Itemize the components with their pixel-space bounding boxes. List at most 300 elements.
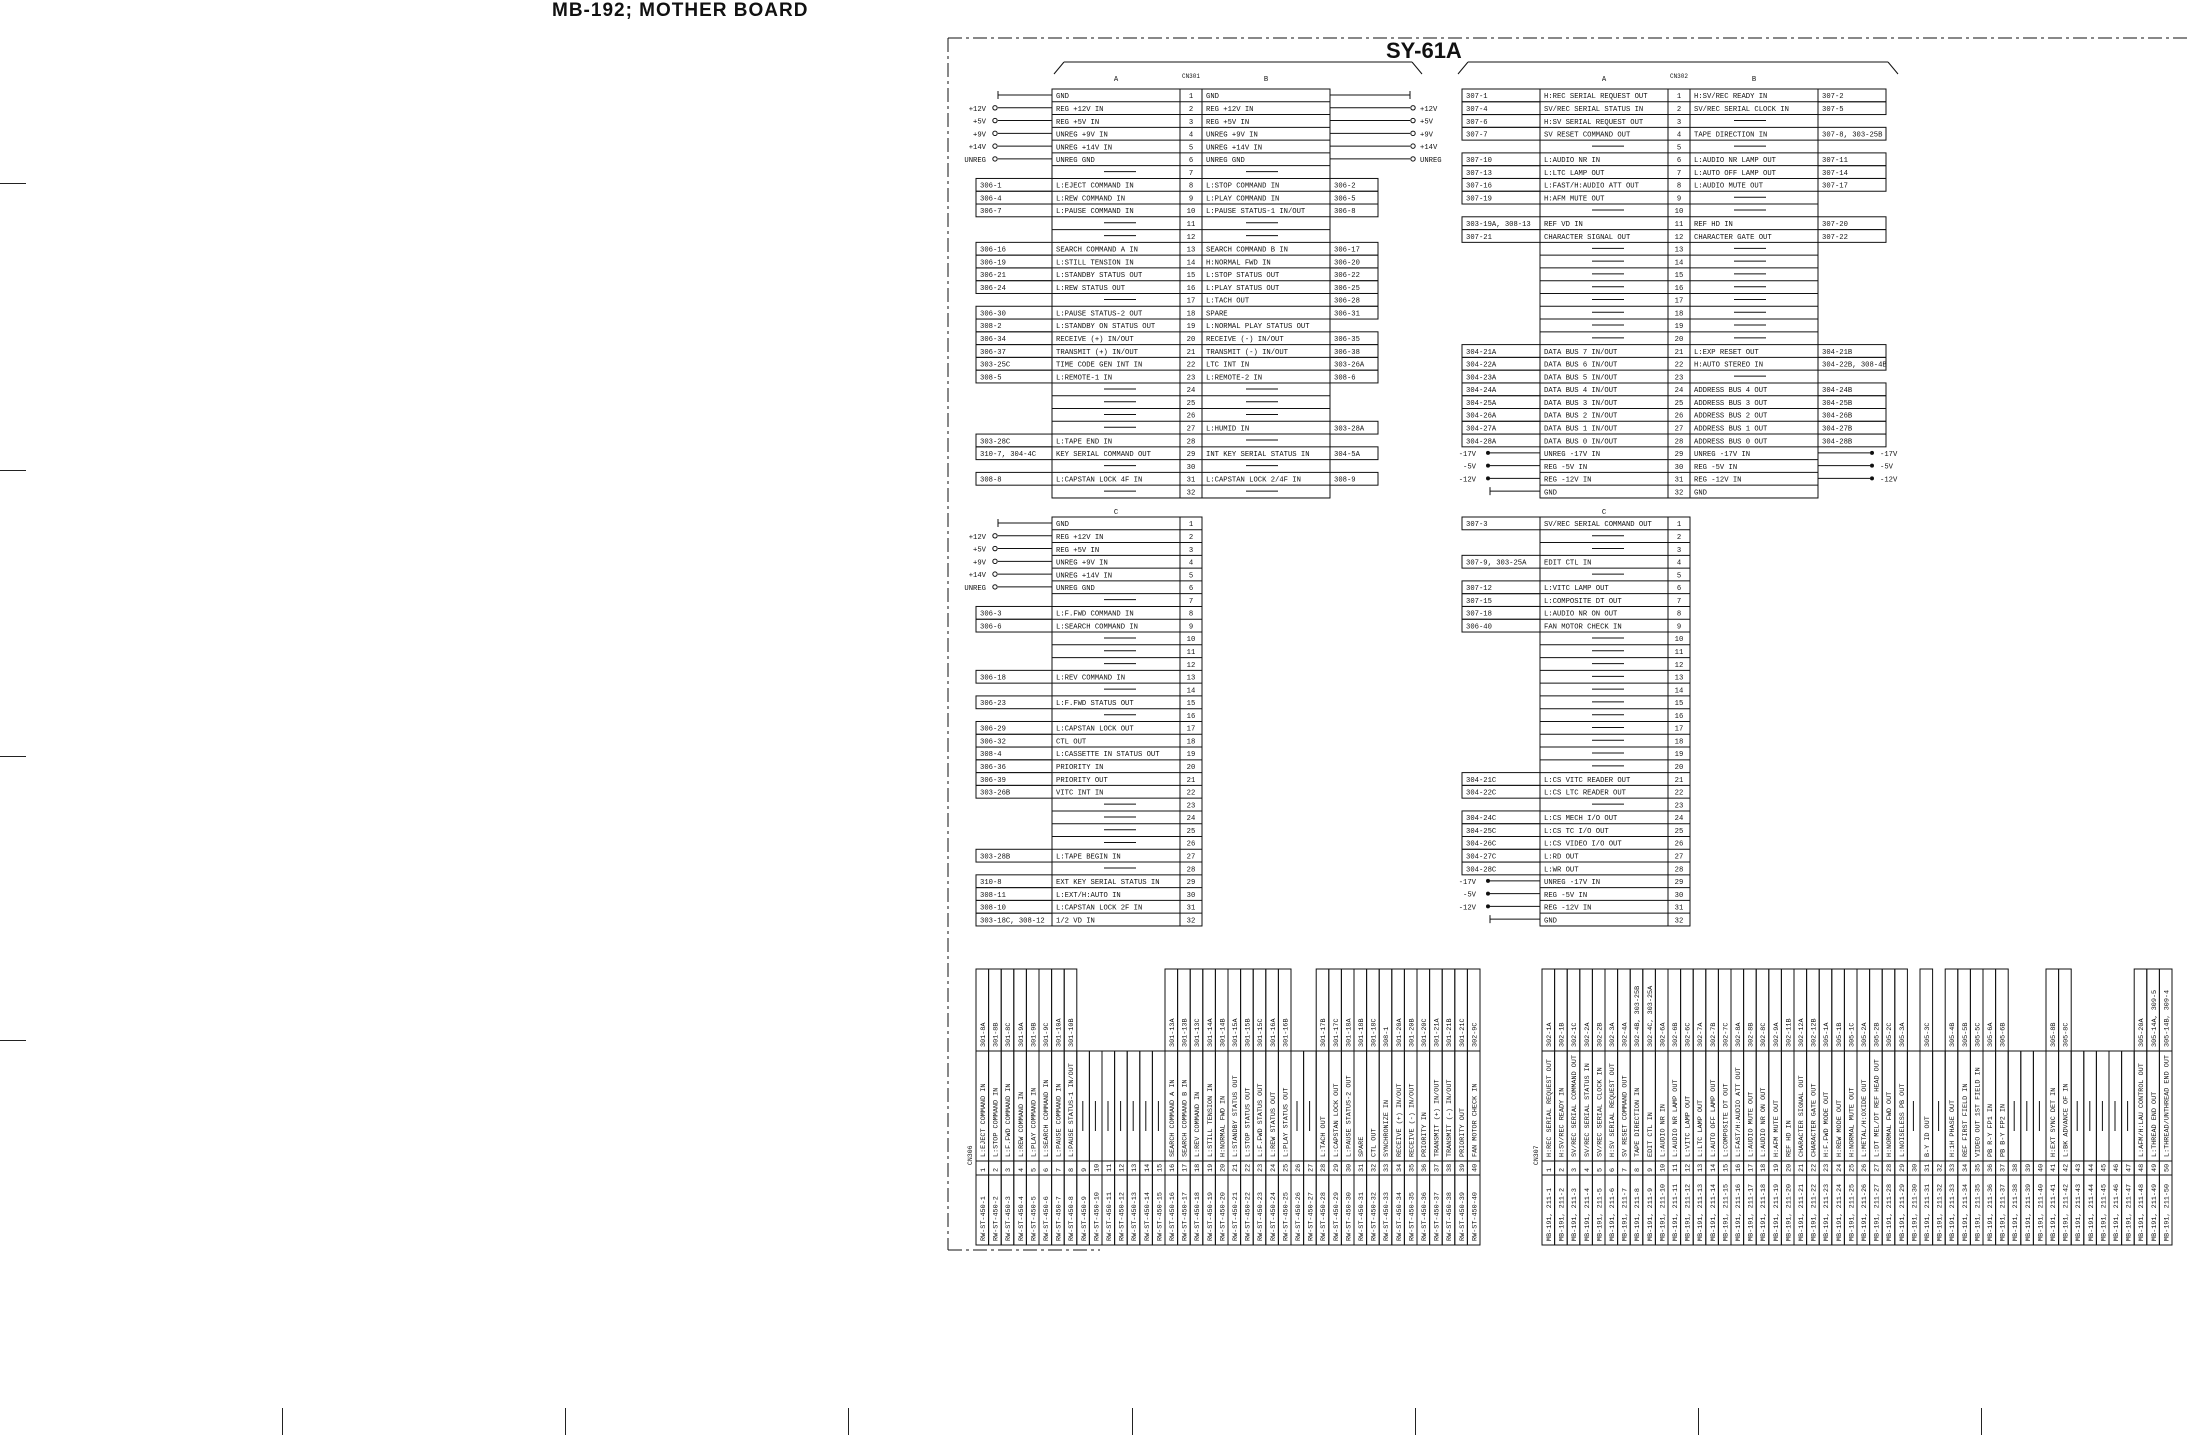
- cross-reference: 301-9A: [1017, 1022, 1026, 1047]
- signal-name-c: L:REV COMMAND IN: [1056, 674, 1126, 683]
- signal-name-b: SEARCH COMMAND B IN: [1206, 246, 1288, 255]
- signal-name-a: SV/REC SERIAL STATUS IN: [1544, 105, 1644, 114]
- pin-number: 32: [1674, 489, 1684, 498]
- pin-number: 31: [1186, 904, 1196, 913]
- signal-name: TAPE DIRECTION IN: [1634, 1087, 1643, 1157]
- pin-number: 28: [1674, 438, 1684, 447]
- cable-ref: MB-191, 211-10: [1659, 1183, 1668, 1241]
- cross-reference: 306-1: [980, 182, 1002, 191]
- pin-number: 31: [1186, 476, 1196, 485]
- signal-name-a: L:CAPSTAN LOCK 4F IN: [1056, 476, 1143, 485]
- pin-number: 31: [1358, 1163, 1366, 1172]
- pin-number: 2: [1676, 533, 1682, 542]
- cable-ref: MB-191, 211-8: [1634, 1187, 1643, 1241]
- cross-reference: 306-31: [1334, 310, 1360, 319]
- pin-number: 3: [1005, 1167, 1014, 1172]
- pin-number: 50: [2163, 1163, 2172, 1172]
- terminal-circle: [993, 559, 997, 563]
- cross-reference: 301-8C: [1005, 1022, 1014, 1047]
- signal-name-a: SV RESET COMMAND OUT: [1544, 131, 1631, 140]
- signal-name: L:REW STATUS OUT: [1269, 1091, 1278, 1157]
- cross-reference: 306-40: [1466, 623, 1492, 632]
- pin-number: 16: [1735, 1163, 1743, 1172]
- cross-reference: 301-20C: [1421, 1018, 1429, 1047]
- signal-name-c: L:AUDIO NR ON OUT: [1544, 610, 1618, 619]
- signal-name-c: L:CS TC I/O OUT: [1544, 827, 1609, 836]
- pin-number: 22: [1674, 361, 1684, 370]
- cross-reference: 304-27C: [1466, 853, 1497, 862]
- pin-number: 25: [1282, 1163, 1291, 1172]
- pin-number: 20: [1674, 336, 1684, 345]
- signal-name: H:SV SERIAL REQUEST OUT: [1609, 1063, 1617, 1157]
- cross-reference: 304-22A: [1466, 361, 1497, 370]
- power-label: +9V: [1420, 131, 1433, 140]
- cross-reference: 305-2A: [1861, 1022, 1869, 1047]
- cross-reference: 304-26A: [1466, 412, 1497, 421]
- signal-name-a: L:STANDBY ON STATUS OUT: [1056, 323, 1156, 332]
- cross-reference: 304-21C: [1466, 776, 1497, 785]
- cable-ref: MB-191, 211-13: [1697, 1183, 1706, 1241]
- cross-reference: 306-36: [980, 764, 1006, 773]
- cable-ref: RW-ST-450-7: [1055, 1196, 1064, 1241]
- signal-name-b: GND: [1694, 489, 1707, 498]
- signal-name-b: ADDRESS BUS 0 OUT: [1694, 438, 1768, 447]
- cross-reference: 305-1B: [1835, 1022, 1844, 1047]
- pin-number: 27: [1674, 853, 1684, 862]
- cross-reference: 304-22C: [1466, 789, 1497, 798]
- cable-ref: MB-191, 211-11: [1672, 1183, 1680, 1241]
- signal-name: L:AFM/H:LAU CONTROL OUT: [2138, 1063, 2147, 1157]
- cross-reference: 306-3: [980, 610, 1002, 619]
- signal-name: PRIORITY IN: [1421, 1112, 1429, 1157]
- cable-ref: MB-191, 211-47: [2125, 1183, 2134, 1241]
- pin-number: 7: [1676, 597, 1682, 606]
- pin-number: 37: [1999, 1163, 2008, 1172]
- pin-number: 4: [1188, 559, 1194, 568]
- pin-number: 11: [1674, 221, 1684, 229]
- cross-reference: 305-1C: [1848, 1022, 1857, 1047]
- cross-reference: 301-15C: [1257, 1018, 1266, 1047]
- signal-name-c: REG -12V IN: [1544, 904, 1592, 913]
- signal-name-b: UNREG -17V IN: [1694, 451, 1751, 460]
- cross-reference: 301-8B: [992, 1022, 1001, 1047]
- pin-number: 8: [1676, 182, 1682, 191]
- pin-number: 7: [1676, 169, 1682, 178]
- signal-name: H:NORMAL MUTE OUT: [1848, 1087, 1857, 1157]
- pin-number: 37: [1433, 1163, 1442, 1172]
- cross-reference: 307-4: [1466, 105, 1488, 114]
- cross-reference: 301-10A: [1055, 1018, 1064, 1047]
- pin-number: 40: [2037, 1163, 2046, 1172]
- pin-number: 6: [1609, 1167, 1617, 1172]
- pin-number: 29: [1186, 879, 1196, 888]
- column-header: C: [1113, 509, 1119, 517]
- pin-number: 38: [1446, 1163, 1455, 1172]
- cross-reference: 301-13A: [1169, 1018, 1177, 1047]
- cross-reference: 301-9B: [1030, 1022, 1039, 1047]
- cable-ref: RW-ST-450-6: [1043, 1196, 1051, 1241]
- terminal-circle: [993, 118, 997, 122]
- pin-number: 23: [1674, 802, 1684, 811]
- pin-number: 10: [1659, 1163, 1668, 1172]
- cross-reference: 301-15A: [1232, 1018, 1240, 1047]
- signal-name: L:AUDIO NR ON OUT: [1760, 1087, 1769, 1157]
- signal-name-c: L:CS VITC READER OUT: [1544, 776, 1631, 785]
- signal-name-b: REG -5V IN: [1694, 463, 1738, 472]
- pin-number: 14: [1674, 687, 1684, 696]
- cross-reference: 306-35: [1334, 336, 1360, 345]
- cross-reference: 307-8, 303-25B: [1822, 131, 1883, 140]
- cross-reference: 306-21: [980, 272, 1006, 281]
- pin-number: 28: [1674, 866, 1684, 875]
- signal-name-c: L:VITC LAMP OUT: [1544, 585, 1609, 594]
- cross-reference: 302-4B, 303-25B: [1634, 985, 1643, 1047]
- cross-reference: 305-8C: [2062, 1022, 2071, 1047]
- cross-reference: 308-4: [980, 751, 1002, 760]
- column-header: C: [1601, 509, 1607, 517]
- pin-number: 10: [1674, 636, 1684, 645]
- cable-ref: RW-ST-450-21: [1232, 1192, 1240, 1241]
- pin-number: 41: [2050, 1163, 2058, 1172]
- signal-name-b: L:NORMAL PLAY STATUS OUT: [1206, 323, 1310, 332]
- cable-ref: MB-191, 211-30: [1911, 1183, 1920, 1241]
- cable-ref: RW-ST-450-11: [1106, 1192, 1114, 1241]
- pin-number: 35: [1974, 1163, 1983, 1172]
- cross-reference: 306-30: [980, 310, 1006, 319]
- signal-name: H:AFM MUTE OUT: [1772, 1099, 1781, 1157]
- cable-ref: MB-191, 211-15: [1722, 1183, 1731, 1241]
- signal-name-c: UNREG GND: [1056, 585, 1095, 594]
- pin-number: 32: [1936, 1163, 1945, 1172]
- pin-number: 39: [2024, 1163, 2033, 1172]
- pin-number: 12: [1674, 233, 1684, 242]
- column-header: A: [1601, 76, 1607, 84]
- signal-name-a: DATA BUS 4 IN/OUT: [1544, 387, 1618, 396]
- pin-number: 15: [1186, 700, 1196, 709]
- cross-reference: 305-14A, 309-5: [2150, 989, 2159, 1047]
- cable-ref: MB-191, 211-19: [1772, 1183, 1781, 1241]
- cross-reference: 304-28A: [1466, 438, 1497, 447]
- signal-name: L:REV COMMAND IN: [1194, 1091, 1203, 1157]
- terminal-circle: [993, 546, 997, 550]
- pin-number: 24: [1186, 387, 1196, 396]
- pin-number: 12: [1674, 661, 1684, 670]
- cross-reference: 308-6: [1334, 374, 1356, 383]
- cross-reference: 307-15: [1466, 597, 1492, 606]
- cross-reference: 301-10B: [1068, 1018, 1077, 1047]
- signal-name: CHARACTER GATE OUT: [1810, 1083, 1819, 1157]
- power-label: -5V: [1880, 463, 1893, 472]
- pin-number: 12: [1684, 1163, 1693, 1172]
- signal-name-b: GND: [1206, 93, 1219, 102]
- pin-number: 21: [1232, 1163, 1240, 1172]
- cable-ref: MB-191, 211-17: [1747, 1183, 1756, 1241]
- cable-ref: MB-191, 211-33: [1949, 1183, 1958, 1241]
- pin-number: 5: [1188, 572, 1194, 581]
- signal-name: L:STANDBY STATUS OUT: [1232, 1075, 1240, 1157]
- pin-number: 13: [1697, 1163, 1706, 1172]
- signal-name-a: REG +12V IN: [1056, 105, 1104, 114]
- pin-number: 9: [1646, 1167, 1655, 1172]
- cross-reference: 308-11: [980, 891, 1006, 900]
- cross-reference: 301-14B: [1219, 1018, 1228, 1047]
- cross-reference: 304-22B, 308-4B: [1822, 361, 1887, 370]
- signal-name-a: CHARACTER SIGNAL OUT: [1544, 233, 1631, 242]
- cross-reference: 301-21C: [1458, 1018, 1467, 1047]
- signal-name-b: UNREG +9V IN: [1206, 131, 1258, 140]
- cross-reference: 306-23: [980, 700, 1006, 709]
- signal-name-c: L:TAPE BEGIN IN: [1056, 853, 1121, 862]
- cable-ref: RW-ST-450-27: [1307, 1192, 1316, 1241]
- power-label: +12V: [968, 105, 986, 114]
- power-label: +9V: [973, 559, 986, 568]
- cable-ref: RW-ST-450-20: [1219, 1192, 1228, 1241]
- cable-ref: RW-ST-450-38: [1446, 1192, 1455, 1241]
- bracket-line: [1888, 62, 1898, 74]
- signal-name: L:TACH OUT: [1320, 1116, 1329, 1157]
- cross-reference: 305-8B: [2050, 1022, 2058, 1047]
- cross-reference: 308-5: [980, 374, 1002, 383]
- signal-name-c: L:F.FWD STATUS OUT: [1056, 700, 1134, 709]
- pin-number: 17: [1674, 297, 1684, 306]
- signal-name: TRANSMIT (-) IN/OUT: [1446, 1079, 1455, 1157]
- cable-ref: RW-ST-450-1: [980, 1196, 988, 1241]
- cable-ref: RW-ST-450-9: [1080, 1196, 1089, 1241]
- signal-name: FAN MOTOR CHECK IN: [1471, 1083, 1480, 1157]
- cross-reference: 307-11: [1822, 157, 1848, 166]
- pin-number: 11: [1186, 221, 1196, 229]
- cable-ref: RW-ST-450-12: [1118, 1192, 1127, 1241]
- signal-name: L:STILL TENSION IN: [1206, 1083, 1215, 1157]
- cross-reference: 301-18B: [1358, 1018, 1366, 1047]
- pin-number: 3: [1571, 1167, 1580, 1172]
- pin-number: 6: [1676, 585, 1682, 594]
- pin-number: 19: [1186, 751, 1196, 760]
- cable-ref: RW-ST-450-36: [1421, 1192, 1429, 1241]
- cross-reference: 306-29: [980, 725, 1006, 734]
- cable-ref: RW-ST-450-30: [1345, 1192, 1354, 1241]
- cross-reference: 304-25C: [1466, 827, 1497, 836]
- power-label: -5V: [1463, 891, 1476, 900]
- pin-number: 11: [1106, 1163, 1114, 1172]
- pin-number: 30: [1674, 891, 1684, 900]
- pin-number: 43: [2075, 1163, 2084, 1172]
- signal-name-a: UNREG GND: [1056, 157, 1095, 166]
- signal-name: CTL OUT: [1370, 1128, 1379, 1157]
- pin-number: 8: [1188, 182, 1194, 191]
- signal-name-c: FAN MOTOR CHECK IN: [1544, 623, 1622, 632]
- pin-number: 1: [980, 1167, 988, 1172]
- signal-name: L:FAST/H:AUDIO ATT OUT: [1735, 1067, 1743, 1157]
- cable-ref: MB-191, 211-31: [1924, 1183, 1932, 1241]
- cross-reference: 301-21A: [1433, 1018, 1442, 1047]
- cross-reference: 304-21B: [1822, 348, 1853, 357]
- pin-number: 14: [1186, 259, 1196, 268]
- power-label: +14V: [1420, 144, 1438, 153]
- pin-number: 17: [1747, 1163, 1756, 1172]
- signal-name-b: REG -12V IN: [1694, 476, 1742, 485]
- pin-number: 15: [1186, 272, 1196, 281]
- pin-number: 24: [1186, 815, 1196, 824]
- cross-reference: 306-22: [1334, 272, 1360, 281]
- cable-ref: MB-191, 211-36: [1987, 1183, 1995, 1241]
- cross-reference: 304-25B: [1822, 399, 1853, 408]
- column-header: B: [1263, 76, 1269, 84]
- signal-name-b: REF HD IN: [1694, 221, 1733, 229]
- signal-name-b: ADDRESS BUS 2 OUT: [1694, 412, 1768, 421]
- terminal-dot: [1870, 451, 1874, 455]
- signal-name: L:STOP STATUS OUT: [1244, 1087, 1253, 1157]
- signal-name-a: L:REMOTE-1 IN: [1056, 374, 1113, 383]
- cable-ref: MB-191, 211-23: [1823, 1183, 1832, 1241]
- pin-number: 29: [1186, 451, 1196, 460]
- signal-name: L:CAPSTAN LOCK OUT: [1332, 1083, 1341, 1157]
- signal-name-b: L:AUTO OFF LAMP OUT: [1694, 169, 1776, 178]
- cable-ref: MB-191, 211-25: [1848, 1183, 1857, 1241]
- cross-reference: 303-25C: [980, 361, 1011, 370]
- pin-number: 35: [1408, 1163, 1417, 1172]
- pin-number: 31: [1674, 904, 1684, 913]
- signal-name-b: H:SV/REC READY IN: [1694, 93, 1768, 102]
- pin-number: 31: [1674, 476, 1684, 485]
- signal-name: H:NORMAL FWD IN: [1219, 1095, 1228, 1157]
- cross-reference: 302-9C: [1471, 1022, 1480, 1047]
- terminal-circle: [993, 534, 997, 538]
- terminal-circle: [1411, 106, 1415, 110]
- cable-ref: MB-191, 211-38: [2012, 1183, 2021, 1241]
- signal-name: L:EJECT COMMAND IN: [980, 1083, 988, 1157]
- signal-name-b: L:STOP STATUS OUT: [1206, 272, 1280, 281]
- pin-number: 8: [1676, 610, 1682, 619]
- cross-reference: 304-28B: [1822, 438, 1853, 447]
- cable-ref: RW-ST-450-39: [1458, 1192, 1467, 1241]
- pin-number: 28: [1186, 866, 1196, 875]
- pin-number: 22: [1186, 361, 1196, 370]
- pin-number: 9: [1080, 1167, 1089, 1172]
- cable-ref: MB-191, 211-22: [1810, 1183, 1819, 1241]
- signal-name-c: L:CS LTC READER OUT: [1544, 789, 1626, 798]
- pin-number: 42: [2062, 1163, 2071, 1172]
- pin-number: 32: [1674, 917, 1684, 926]
- signal-name-c: UNREG +9V IN: [1056, 559, 1108, 568]
- signal-name-a: TIME CODE GEN INT IN: [1056, 361, 1143, 370]
- cross-reference: 304-23A: [1466, 374, 1497, 383]
- pin-number: 14: [1674, 259, 1684, 268]
- pin-number: 13: [1674, 674, 1684, 683]
- pin-number: 18: [1674, 310, 1684, 319]
- signal-name: SEARCH COMMAND A IN: [1169, 1079, 1177, 1157]
- signal-name-b: REG +5V IN: [1206, 118, 1250, 127]
- cable-ref: MB-191, 211-16: [1735, 1183, 1743, 1241]
- signal-name-c: PRIORITY IN: [1056, 764, 1104, 773]
- cable-ref: RW-ST-450-2: [992, 1196, 1001, 1241]
- signal-name: RECEIVE (+) IN/OUT: [1395, 1083, 1404, 1157]
- pin-number: 17: [1186, 297, 1196, 306]
- bracket-line: [1458, 62, 1468, 74]
- terminal-dot: [1870, 476, 1874, 480]
- cable-ref: RW-ST-450-4: [1017, 1196, 1026, 1241]
- cable-ref: MB-191, 211-35: [1974, 1183, 1983, 1241]
- pin-number: 22: [1186, 789, 1196, 798]
- signal-name: L:AUDIO MUTE OUT: [1747, 1091, 1756, 1157]
- pin-number: 30: [1345, 1163, 1354, 1172]
- pin-number: 39: [1458, 1163, 1467, 1172]
- signal-name-c: 1/2 VD IN: [1056, 917, 1095, 926]
- pin-number: 9: [1188, 623, 1194, 632]
- pin-number: 6: [1676, 157, 1682, 166]
- cross-reference: 304-21A: [1466, 348, 1497, 357]
- signal-name: H:1H PHASE OUT: [1949, 1099, 1958, 1157]
- bracket-line: [1054, 62, 1064, 74]
- signal-name-c: CTL OUT: [1056, 738, 1087, 747]
- pin-number: 22: [1810, 1163, 1819, 1172]
- signal-name: L:AUDIO NR LAMP OUT: [1672, 1079, 1680, 1157]
- pin-number: 27: [1873, 1163, 1882, 1172]
- pin-number: 15: [1156, 1163, 1165, 1172]
- signal-name: L:PLAY COMMAND IN: [1030, 1087, 1039, 1157]
- power-label: -17V: [1458, 878, 1476, 887]
- signal-name-b: LTC INT IN: [1206, 361, 1250, 370]
- cross-reference: 304-28C: [1466, 866, 1497, 875]
- cross-reference: 301-20A: [1395, 1018, 1404, 1047]
- pin-number: 29: [1674, 451, 1684, 460]
- cross-reference: 303-28B: [980, 853, 1011, 862]
- cross-reference: 301-18C: [1370, 1018, 1379, 1047]
- cable-ref: RW-ST-450-3: [1005, 1196, 1014, 1241]
- cross-reference: 307-17: [1822, 182, 1848, 191]
- signal-name: B-Y ID OUT: [1924, 1116, 1932, 1157]
- signal-name-a: UNREG -17V IN: [1544, 451, 1601, 460]
- cross-reference: 302-1B: [1558, 1022, 1567, 1047]
- cross-reference: 302-3A: [1609, 1022, 1617, 1047]
- pin-number: 7: [1621, 1167, 1630, 1172]
- pin-number: 18: [1674, 738, 1684, 747]
- cross-reference: 302-7C: [1722, 1022, 1731, 1047]
- pin-number: 10: [1674, 208, 1684, 217]
- cable-ref: MB-191, 211-34: [1961, 1183, 1970, 1241]
- signal-name-c: EXT KEY SERIAL STATUS IN: [1056, 879, 1160, 888]
- cross-reference: 301-15B: [1244, 1018, 1253, 1047]
- signal-name-c: L:RD OUT: [1544, 853, 1579, 862]
- cross-reference: 305-6A: [1987, 1022, 1995, 1047]
- signal-name-a: DATA BUS 5 IN/OUT: [1544, 374, 1618, 383]
- cable-ref: RW-ST-450-10: [1093, 1192, 1102, 1241]
- cross-reference: 302-11B: [1785, 1018, 1794, 1047]
- pin-number: 9: [1188, 195, 1194, 204]
- signal-name-a: DATA BUS 0 IN/OUT: [1544, 438, 1618, 447]
- signal-name: L:AUTO OFF LAMP OUT: [1709, 1079, 1718, 1157]
- terminal-circle: [993, 144, 997, 148]
- cross-reference: 302-1C: [1571, 1022, 1580, 1047]
- pin-number: 20: [1186, 764, 1196, 773]
- signal-name-b: UNREG GND: [1206, 157, 1245, 166]
- signal-name-a: REF VD IN: [1544, 221, 1583, 229]
- signal-name-b: L:AUDIO NR LAMP OUT: [1694, 157, 1776, 166]
- pin-number: 1: [1546, 1167, 1554, 1172]
- pin-number: 5: [1188, 144, 1194, 153]
- cross-reference: 306-17: [1334, 246, 1360, 255]
- cross-reference: 306-2: [1334, 182, 1356, 191]
- pin-number: 44: [2087, 1163, 2096, 1172]
- page-title: MB-192; MOTHER BOARD: [552, 0, 809, 21]
- signal-name-a: L:FAST/H:AUDIO ATT OUT: [1544, 182, 1639, 191]
- pin-number: 11: [1674, 649, 1684, 657]
- pin-number: 21: [1798, 1163, 1806, 1172]
- pin-number: 23: [1257, 1163, 1266, 1172]
- signal-name-b: CHARACTER GATE OUT: [1694, 233, 1772, 242]
- pin-number: 32: [1370, 1163, 1379, 1172]
- bracket-line: [1412, 62, 1422, 74]
